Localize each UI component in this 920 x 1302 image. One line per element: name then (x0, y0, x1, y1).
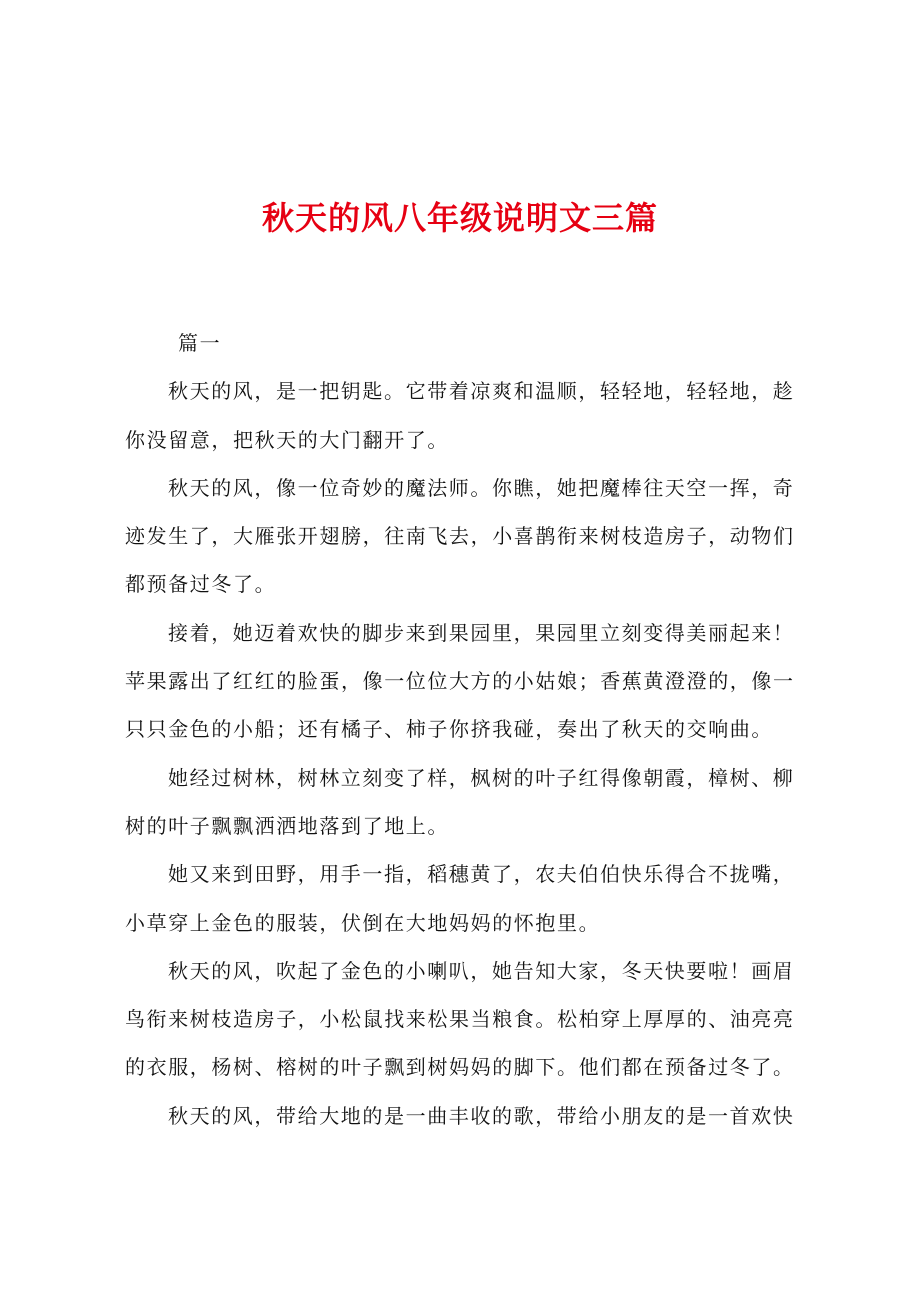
paragraph-line: 秋天的风，带给大地的是一曲丰收的歌，带给小朋友的是一首欢快 (168, 1103, 795, 1128)
paragraph (125, 464, 805, 609)
paragraph-line: 秋天的风，是一把钥匙。它带着凉爽和温顺，轻轻地，轻轻地，趁 (168, 379, 795, 404)
paragraph (125, 850, 805, 947)
paragraph-line: 迹发生了，大雁张开翅膀，往南飞去，小喜鹊衔来树枝造房子，动物们 (125, 524, 795, 549)
paragraph-line: 只只金色的小船；还有橘子、柿子你挤我碰，奏出了秋天的交响曲。 (125, 717, 773, 742)
paragraph-line: 秋天的风，像一位奇妙的魔法师。你瞧，她把魔棒往天空一挥，奇 (168, 475, 795, 500)
paragraph-line: 她又来到田野，用手一指，稻穗黄了，农夫伯伯快乐得合不拢嘴， (168, 862, 795, 887)
paragraph-line: 苹果露出了红红的脸蛋，像一位位大方的小姑娘；香蕉黄澄澄的，像一 (125, 669, 795, 694)
paragraph-line: 接着，她迈着欢快的脚步来到果园里，果园里立刻变得美丽起来！ (168, 620, 795, 645)
section-heading: 篇一 (178, 331, 222, 355)
paragraph-line: 树的叶子飘飘洒洒地落到了地上。 (125, 813, 449, 838)
paragraph-line: 你没留意，把秋天的大门翻开了。 (125, 427, 449, 452)
paragraph-line: 她经过树林，树林立刻变了样，枫树的叶子红得像朝霞，樟树、柳 (168, 765, 795, 790)
paragraph (125, 754, 805, 851)
document-body (125, 319, 805, 1140)
paragraph-line: 秋天的风，吹起了金色的小喇叭，她告知大家，冬天快要啦！画眉 (168, 958, 795, 983)
paragraph-line: 小草穿上金色的服装，伏倒在大地妈妈的怀抱里。 (125, 910, 601, 935)
paragraph (125, 1092, 805, 1140)
paragraphs (125, 367, 805, 1140)
paragraph-line: 鸟衔来树枝造房子，小松鼠找来松果当粮食。松柏穿上厚厚的、油亮亮 (125, 1007, 795, 1032)
paragraph (125, 609, 805, 754)
document-title: 秋天的风八年级说明文三篇 (261, 199, 658, 237)
paragraph (125, 947, 805, 1092)
paragraph-line: 的衣服，杨树、榕树的叶子飘到树妈妈的脚下。他们都在预备过冬了。 (125, 1055, 795, 1080)
paragraph (125, 367, 805, 464)
paragraph-line: 都预备过冬了。 (125, 572, 277, 597)
